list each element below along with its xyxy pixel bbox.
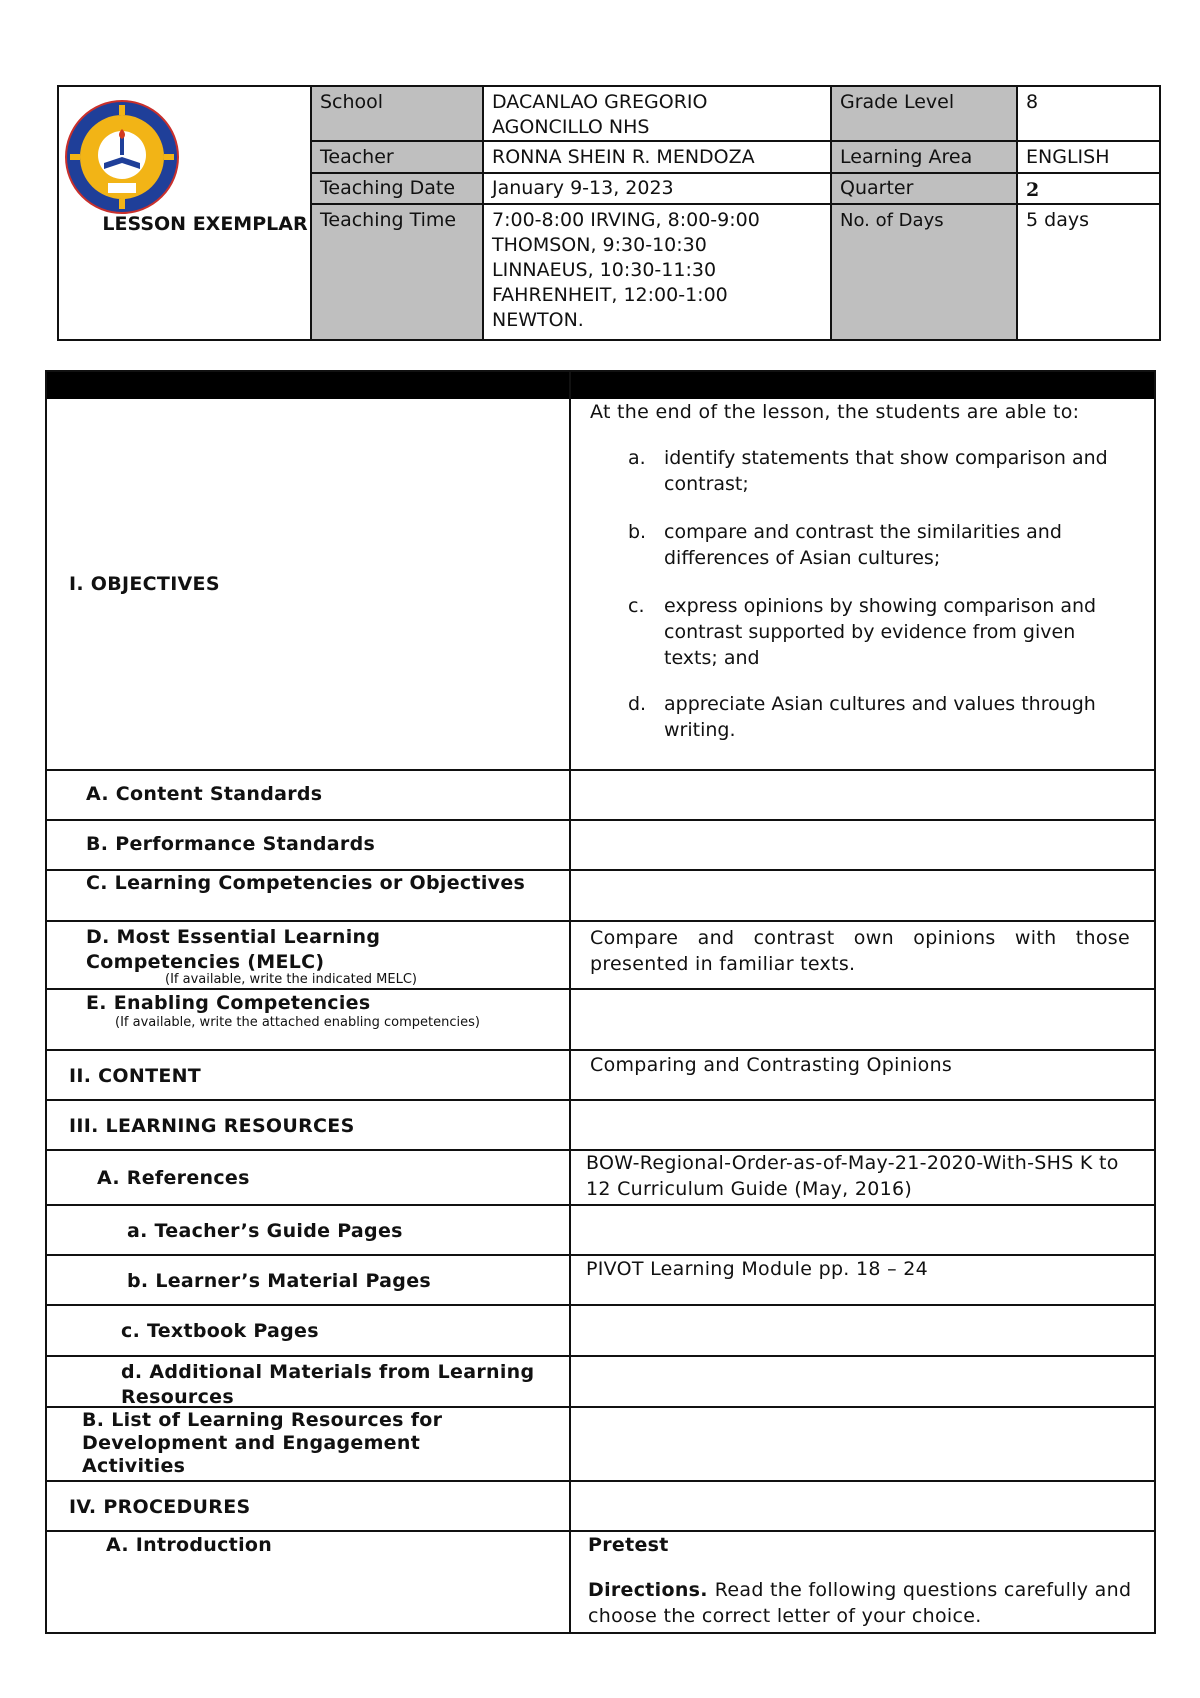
textbook-label: c. Textbook Pages [121,1320,319,1342]
list-resources-label: B. List of Learning Resources for Development and Engagement Activities [82,1409,443,1477]
teacher-label: Teacher [320,146,394,168]
teaching-time-label: Teaching Time [320,209,457,231]
objective-item: d. appreciate Asian cultures and values through writing. [628,693,1096,741]
content-standards-label: A. Content Standards [86,783,323,805]
learners-material-value: PIVOT Learning Module pp. 18 – 24 [586,1258,929,1280]
directions-label: Directions. [588,1579,715,1601]
grade-level-label: Grade Level [840,91,955,113]
directions-text [588,1577,1133,1629]
procedures-label: IV. PROCEDURES [69,1496,251,1518]
lesson-plan-table [45,370,1156,1634]
quarter-label: Quarter [840,177,914,199]
objectives-intro: At the end of the lesson, the students are able to: [590,401,1080,423]
learning-resources-label: III. LEARNING RESOURCES [69,1115,355,1137]
additional-materials-label: d. Additional Materials from Learning Resources [121,1361,535,1408]
grade-level-value: 8 [1026,91,1039,113]
melc-label: D. Most Essential Learning Competencies (MELC) [86,926,381,973]
content-value: Comparing and Contrasting Opinions [590,1054,953,1076]
melc-value: Compare and contrast own opinions with those presented in familiar texts. [590,927,1130,975]
enabling-competencies-note: (If available, write the attached enabling competencies) [115,1015,480,1030]
school-logo-icon [64,99,180,215]
references-value: BOW-Regional-Order-as-of-May-21-2020-With-SHS K to 12 Curriculum Guide (May, 2016) [586,1152,1119,1200]
content-label: II. CONTENT [69,1065,202,1087]
school-label: School [320,91,384,113]
lesson-exemplar-title: LESSON EXEMPLAR [102,213,308,235]
objectives-label: I. OBJECTIVES [69,573,220,595]
performance-standards-label: B. Performance Standards [86,833,376,855]
teachers-guide-label: a. Teacher’s Guide Pages [127,1220,403,1242]
references-label: A. References [97,1167,250,1189]
no-of-days-value: 5 days [1026,209,1089,231]
no-of-days-label: No. of Days [840,210,944,231]
enabling-competencies-label: E. Enabling Competencies [86,992,371,1014]
table-header-bar [47,372,1154,399]
objective-item: b. compare and contrast the similarities and differences of Asian cultures; [628,521,1062,569]
learning-competencies-label: C. Learning Competencies or Objectives [86,872,526,894]
objective-item: c. express opinions by showing comparison and contrast supported by evidence from given texts; and [628,595,1097,669]
objective-item: a. identify statements that show comparison and contrast; [628,447,1108,495]
melc-note: (If available, write the indicated MELC) [165,972,417,987]
teacher-value: RONNA SHEIN R. MENDOZA [492,146,755,168]
learning-area-value: ENGLISH [1026,146,1110,168]
directions-value: Read the following questions carefully and choose the correct letter of your choice. [588,1579,1132,1627]
quarter-value: 2 [1026,179,1040,201]
header-table [57,85,1161,341]
pretest-label: Pretest [588,1534,669,1556]
teaching-date-label: Teaching Date [320,177,456,199]
teaching-time-value: 7:00-8:00 IRVING, 8:00-9:00 THOMSON, 9:30-10:30 LINNAEUS, 10:30-11:30 FAHRENHEIT, 12:00-1:00 NEWTON. [492,209,760,331]
teaching-date-value: January 9-13, 2023 [492,177,674,199]
learners-material-label: b. Learner’s Material Pages [127,1270,432,1292]
introduction-label: A. Introduction [106,1534,273,1556]
school-value: DACANLAO GREGORIO AGONCILLO NHS [492,91,708,138]
learning-area-label: Learning Area [840,146,973,168]
